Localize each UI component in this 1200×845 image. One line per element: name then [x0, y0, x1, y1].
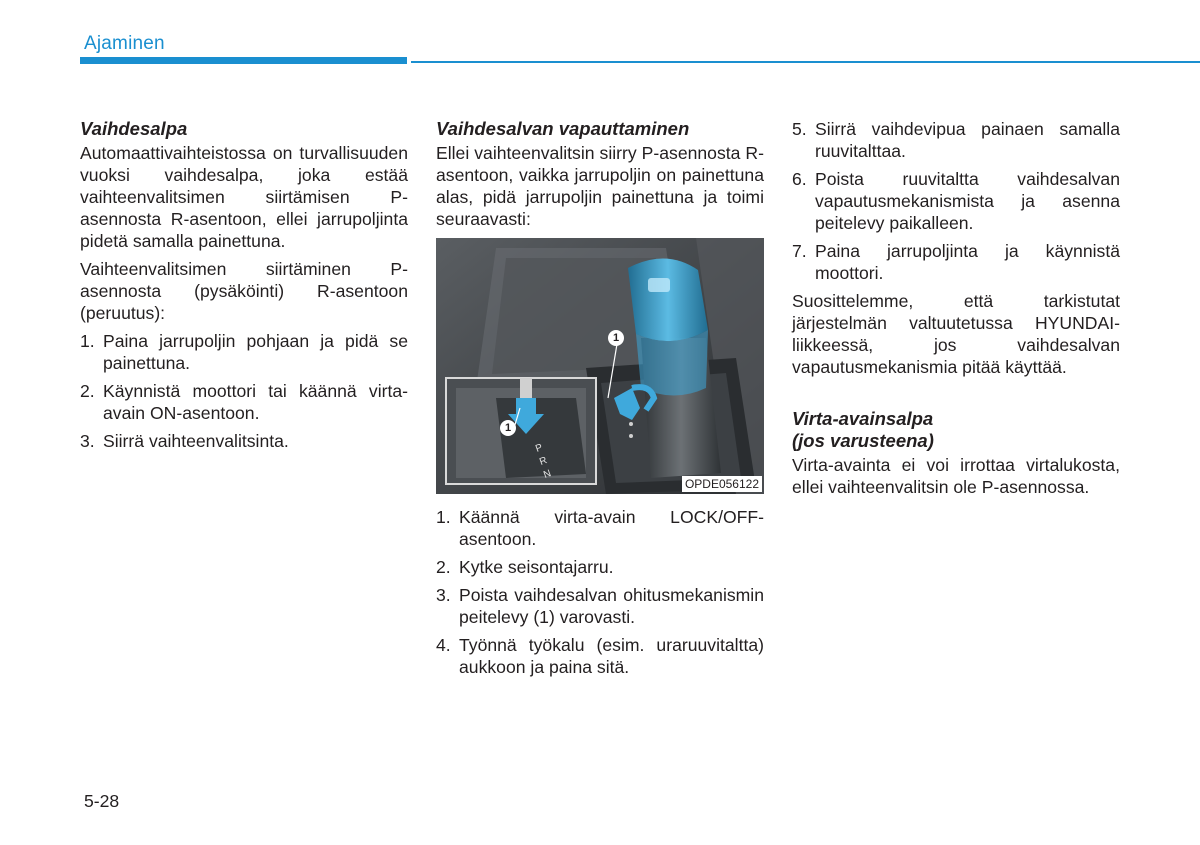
header-rule-thin — [411, 61, 1200, 63]
heading-vaihdesalpa: Vaihdesalpa — [80, 118, 188, 139]
step-number: 1. — [80, 331, 95, 351]
page-number: 5-28 — [84, 791, 120, 811]
list-item — [80, 380, 408, 424]
callout-badge-inset: 1 — [500, 420, 516, 436]
section-title: Ajaminen — [84, 33, 165, 54]
paragraph-recommendation: Suosittelemme, että tarkistutat järjestelmän valtuutetussa HYUNDAI-liikkeessä, jos vaihdesalvan vapautusmekanismia pitää käyttää. — [792, 291, 1120, 377]
list-item — [80, 430, 408, 452]
step-text: Poista vaihdesalvan ohitusmekanismin peitelevy (1) varovasti. — [459, 585, 764, 627]
list-item — [436, 556, 764, 578]
list-item — [80, 330, 408, 374]
column-2 — [436, 118, 764, 684]
step-number: 2. — [80, 381, 95, 401]
heading-key-lock-line2: (jos varusteena) — [792, 430, 934, 451]
steps-list-3 — [792, 118, 1120, 284]
column-3 — [792, 118, 1120, 504]
heading-key-lock — [792, 408, 1120, 452]
step-number: 1. — [436, 507, 451, 527]
step-number: 2. — [436, 557, 451, 577]
step-text: Siirrä vaihdevipua painaen samalla ruuvitalttaa. — [815, 119, 1120, 161]
step-number: 6. — [792, 169, 807, 189]
step-number: 3. — [436, 585, 451, 605]
step-text: Kytke seisontajarru. — [459, 557, 614, 577]
list-item — [792, 240, 1120, 284]
illustration-graphic — [436, 238, 764, 494]
paragraph-release-intro: Ellei vaihteenvalitsin siirry P-asennosta R-asentoon, vaikka jarrupoljin on painettuna alas, pidä jarrupoljin painettuna ja toimi seuraavasti: — [436, 143, 764, 229]
column-1 — [80, 118, 408, 458]
figure-code: OPDE056122 — [682, 476, 762, 492]
callout-badge-main: 1 — [608, 330, 624, 346]
step-text: Työnnä työkalu (esim. uraruuvitaltta) aukkoon ja paina sitä. — [459, 635, 764, 677]
gear-shift-illustration — [436, 238, 764, 494]
step-number: 5. — [792, 119, 807, 139]
list-item — [436, 634, 764, 678]
step-number: 4. — [436, 635, 451, 655]
step-number: 7. — [792, 241, 807, 261]
heading-key-lock-line1: Virta-avainsalpa — [792, 408, 934, 429]
gear-letter-p: P — [534, 442, 545, 455]
header-rule-thick — [80, 57, 407, 64]
step-text: Käynnistä moottori tai käännä virta-avain ON-asentoon. — [103, 381, 408, 423]
paragraph-shifting: Vaihteenvalitsimen siirtäminen P-asennosta (pysäköinti) R-asentoon (peruutus): — [80, 259, 408, 323]
step-text: Poista ruuvitaltta vaihdesalvan vapautusmekanismista ja asenna peitelevy paikalleen. — [815, 169, 1120, 233]
gear-letter-r: R — [538, 455, 549, 468]
step-text: Paina jarrupoljin pohjaan ja pidä se painettuna. — [103, 331, 408, 373]
list-item — [792, 168, 1120, 234]
paragraph-intro: Automaattivaihteistossa on turvallisuuden vuoksi vaihdesalpa, joka estää vaihteenvalitsimen siirtämisen P-asennosta R-asentoon, ellei jarrupoljinta pidetä samalla painettuna. — [80, 143, 408, 251]
steps-list-1 — [80, 330, 408, 452]
step-number: 3. — [80, 431, 95, 451]
heading-release: Vaihdesalvan vapauttaminen — [436, 118, 690, 139]
list-item — [436, 584, 764, 628]
step-text: Siirrä vaihteenvalitsinta. — [103, 431, 289, 451]
steps-list-2 — [436, 506, 764, 678]
step-text: Paina jarrupoljinta ja käynnistä moottori. — [815, 241, 1120, 283]
list-item — [436, 506, 764, 550]
list-item — [792, 118, 1120, 162]
gear-letter-n: N — [542, 468, 553, 481]
paragraph-key-lock: Virta-avainta ei voi irrottaa virtalukosta, ellei vaihteenvalitsin ole P-asennossa. — [792, 455, 1120, 497]
step-text: Käännä virta-avain LOCK/OFF-asentoon. — [459, 507, 764, 549]
